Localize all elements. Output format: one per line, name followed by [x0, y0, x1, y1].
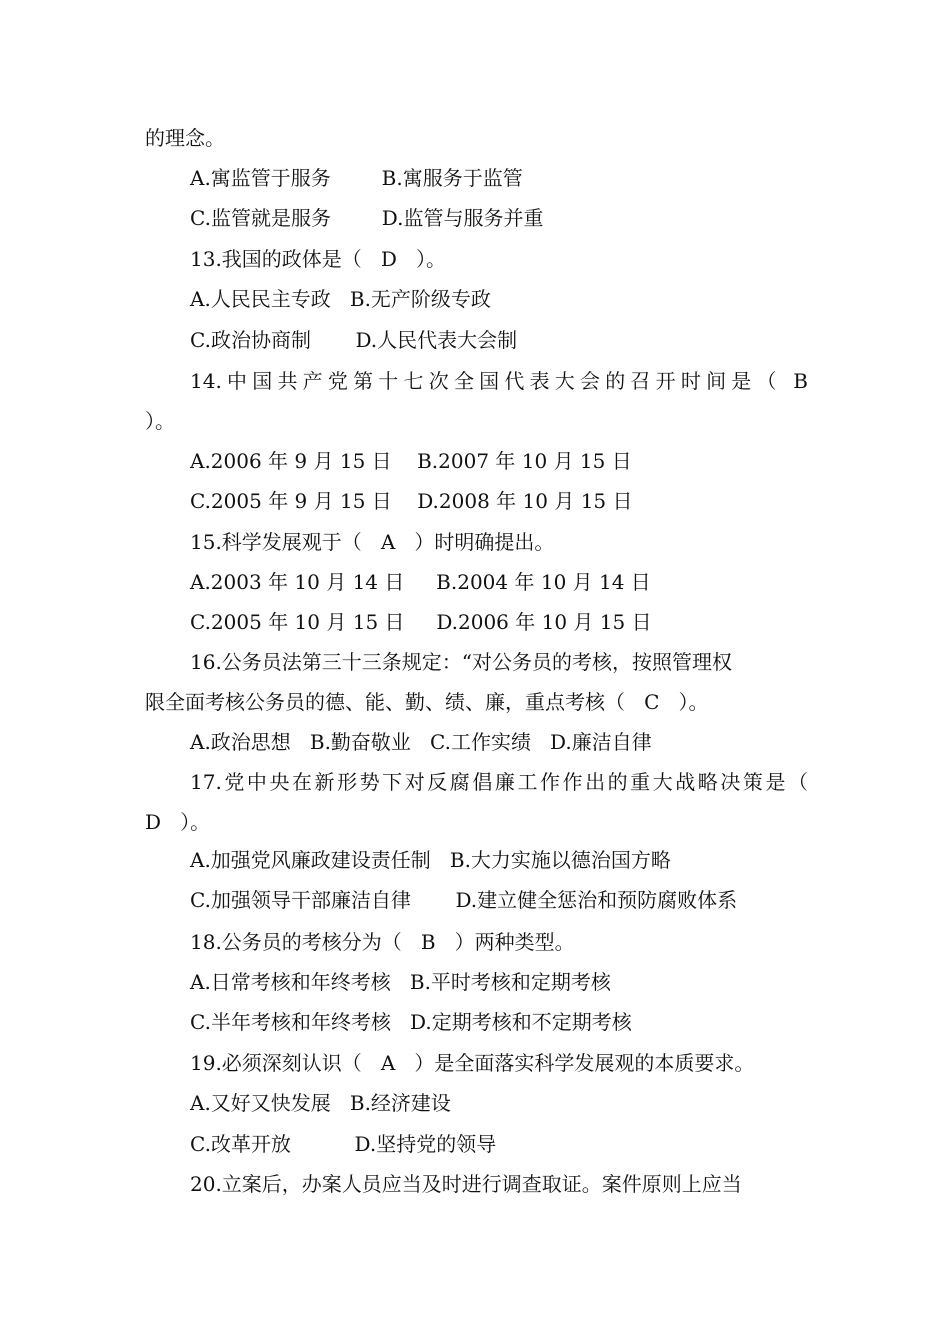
option-line: C.加强领导干部廉洁自律 D.建立健全惩治和预防腐败体系 — [190, 888, 738, 912]
option-line: A.2003 年 10 月 14 日 B.2004 年 10 月 14 日 — [190, 570, 651, 594]
option-line: C.半年考核和年终考核 D.定期考核和不定期考核 — [190, 1010, 632, 1034]
question-line: 18.公务员的考核分为（ B ）两种类型。 — [190, 930, 575, 954]
option-line: A.人民民主专政 B.无产阶级专政 — [190, 287, 491, 311]
question-line: 13.我国的政体是（ D ）。 — [190, 247, 446, 271]
question-line: 16.公务员法第三十三条规定：“对公务员的考核，按照管理权 — [190, 650, 733, 674]
option-line: A.又好又快发展 B.经济建设 — [190, 1091, 451, 1115]
question-line: 14.中国共产党第十七次全国代表大会的召开时间是（ B — [190, 369, 808, 393]
question-line-continued: ）。 — [145, 409, 175, 433]
option-line: C.政治协商制 D.人民代表大会制 — [190, 328, 518, 352]
question-line: 15.科学发展观于（ A ）时明确提出。 — [190, 530, 555, 554]
option-line: C.改革开放 D.坚持党的领导 — [190, 1132, 497, 1156]
option-line: A.日常考核和年终考核 B.平时考核和定期考核 — [190, 970, 611, 994]
question-line: 17.党中央在新形势下对反腐倡廉工作作出的重大战略决策是（ — [190, 770, 808, 794]
question-line: 20.立案后，办案人员应当及时进行调查取证。案件原则上应当 — [190, 1172, 742, 1196]
option-line: C.监管就是服务 D.监管与服务并重 — [190, 206, 544, 230]
option-line: A.寓监管于服务 B.寓服务于监管 — [190, 166, 523, 190]
option-line: C.2005 年 10 月 15 日 D.2006 年 10 月 15 日 — [190, 610, 652, 634]
option-line: C.2005 年 9 月 15 日 D.2008 年 10 月 15 日 — [190, 489, 633, 513]
option-line: A.2006 年 9 月 15 日 B.2007 年 10 月 15 日 — [190, 449, 632, 473]
option-line: A.政治思想 B.勤奋敬业 C.工作实绩 D.廉洁自律 — [190, 730, 652, 754]
question-line-continued: 限全面考核公务员的德、能、勤、绩、廉，重点考核（ C ）。 — [145, 690, 709, 714]
question-line: 19.必须深刻认识（ A ）是全面落实科学发展观的本质要求。 — [190, 1051, 755, 1075]
question-line-continued: D ）。 — [145, 810, 211, 834]
text-line: 的理念。 — [145, 126, 225, 150]
option-line: A.加强党风廉政建设责任制 B.大力实施以德治国方略 — [190, 848, 671, 872]
